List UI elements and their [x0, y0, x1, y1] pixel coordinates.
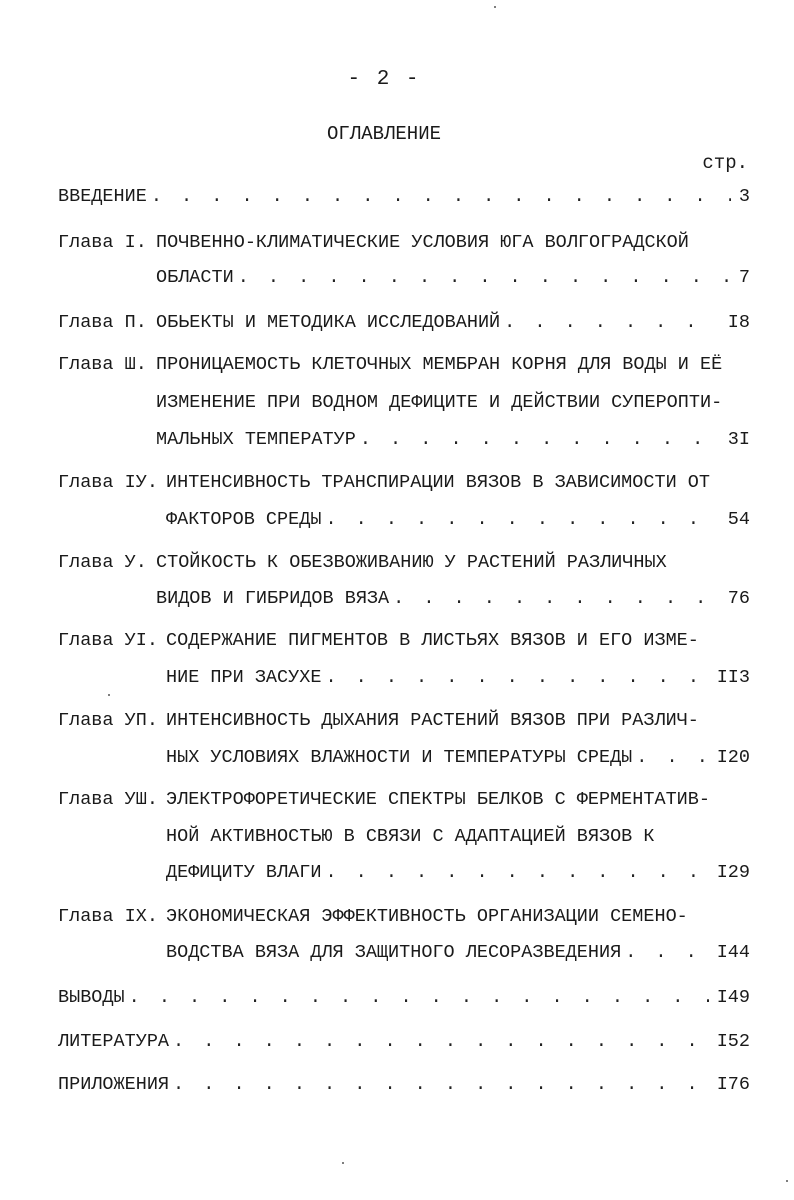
toc-entry-ch3-line2 [156, 390, 723, 416]
toc-entry-ch1-line1 [156, 230, 696, 256]
scan-speck [108, 694, 110, 696]
toc-entry-ch4-line2 [166, 507, 750, 533]
leader-dots [321, 860, 708, 886]
toc-title: НЫХ УСЛОВИЯХ ВЛАЖНОСТИ И ТЕМПЕРАТУРЫ СРЕДЫ [166, 747, 633, 768]
toc-title: МАЛЬНЫХ ТЕМПЕРАТУР [156, 429, 356, 450]
page-title: ОГЛАВЛЕНИЕ [326, 123, 442, 145]
toc-page: 3 [738, 186, 750, 207]
chapter-label: Глава П. [58, 312, 147, 333]
leader-dots [321, 507, 719, 533]
toc-entry-ch9-line1 [166, 904, 726, 930]
toc-page: I20 [716, 747, 750, 768]
toc-page: I8 [727, 312, 750, 333]
toc-entry-ch7-line2 [166, 745, 750, 771]
toc-title: ЭКОНОМИЧЕСКАЯ ЭФФЕКТИВНОСТЬ ОРГАНИЗАЦИИ СЕМЕНО- [166, 906, 688, 927]
toc-title: НОЙ АКТИВНОСТЬЮ В СВЯЗИ С АДАПТАЦИЕЙ ВЯЗОВ К [166, 826, 655, 847]
toc-page: I76 [716, 1074, 750, 1095]
toc-title: ПРИЛОЖЕНИЯ [58, 1074, 170, 1095]
leader-dots [169, 1072, 709, 1098]
toc-entry-ch2 [156, 310, 750, 336]
toc-page: I52 [716, 1031, 750, 1052]
toc-page: I44 [716, 942, 750, 963]
chapter-label: Глава IX. [58, 906, 158, 927]
toc-entry-conclusions [58, 985, 750, 1011]
toc-entry-ch7-line1 [166, 708, 726, 734]
toc-title: СОДЕРЖАНИЕ ПИГМЕНТОВ В ЛИСТЬЯХ ВЯЗОВ И ЕГО ИЗМЕ- [166, 630, 699, 651]
toc-entry-ch3-line3 [156, 427, 750, 453]
toc-entry-intro [58, 184, 750, 210]
toc-title: ПРОНИЦАЕМОСТЬ КЛЕТОЧНЫХ МЕМБРАН КОРНЯ ДЛЯ ВОДЫ И ЕЁ [156, 354, 723, 375]
scan-speck [786, 1180, 788, 1182]
leader-dots [234, 265, 731, 291]
toc-entry-ch9-line2 [166, 940, 750, 966]
toc-title: ЛИТЕРАТУРА [58, 1031, 170, 1052]
toc-title: ЭЛЕКТРОФОРЕТИЧЕСКИЕ СПЕКТРЫ БЕЛКОВ С ФЕРМЕНТАТИВ- [166, 789, 710, 810]
page-column-label: стр. [702, 152, 748, 174]
toc-title: ВЫВОДЫ [58, 987, 125, 1008]
toc-page: 54 [727, 509, 750, 530]
toc-title: ВОДСТВА ВЯЗА ДЛЯ ЗАЩИТНОГО ЛЕСОРАЗВЕДЕНИЯ [166, 942, 622, 963]
toc-entry-ch1-line2 [156, 265, 750, 291]
leader-dots [169, 1029, 709, 1055]
toc-title: ФАКТОРОВ СРЕДЫ [166, 509, 322, 530]
chapter-label: Глава УI. [58, 630, 158, 651]
chapter-label: Глава УП. [58, 710, 158, 731]
chapter-label: Глава IУ. [58, 472, 158, 493]
toc-page: 7 [738, 267, 750, 288]
leader-dots [147, 184, 731, 210]
toc-entry-literature [58, 1029, 750, 1055]
toc-entry-ch4-line1 [166, 470, 726, 496]
toc-title: ВВЕДЕНИЕ [58, 186, 147, 207]
toc-title: НИЕ ПРИ ЗАСУХЕ [166, 667, 322, 688]
toc-entry-ch3-line1 [156, 352, 723, 378]
leader-dots [621, 940, 709, 966]
toc-entry-appendices [58, 1072, 750, 1098]
leader-dots [500, 310, 720, 336]
leader-dots [389, 586, 720, 612]
toc-entry-ch5-line2 [156, 586, 750, 612]
toc-entry-ch8-line2 [166, 824, 726, 850]
scan-speck [494, 6, 496, 8]
toc-entry-ch6-line1 [166, 628, 726, 654]
toc-title: ВИДОВ И ГИБРИДОВ ВЯЗА [156, 588, 390, 609]
toc-title: ОБЬЕКТЫ И МЕТОДИКА ИССЛЕДОВАНИЙ [156, 312, 501, 333]
toc-title: ИНТЕНСИВНОСТЬ ТРАНСПИРАЦИИ ВЯЗОВ В ЗАВИСИМОСТИ ОТ [166, 472, 710, 493]
toc-title: ОБЛАСТИ [156, 267, 234, 288]
toc-title: ДЕФИЦИТУ ВЛАГИ [166, 862, 322, 883]
toc-entry-ch8-line1 [166, 787, 726, 813]
toc-page: 76 [727, 588, 750, 609]
toc-title: СТОЙКОСТЬ К ОБЕЗВОЖИВАНИЮ У РАСТЕНИЙ РАЗЛИЧНЫХ [156, 552, 667, 573]
chapter-label: Глава I. [58, 232, 147, 253]
toc-page: I49 [716, 987, 750, 1008]
toc-entry-ch6-line2 [166, 665, 750, 691]
toc-page: I29 [716, 862, 750, 883]
leader-dots [321, 665, 708, 691]
toc-page: II3 [716, 667, 750, 688]
toc-title: ИНТЕНСИВНОСТЬ ДЫХАНИЯ РАСТЕНИЙ ВЯЗОВ ПРИ РАЗЛИЧ- [166, 710, 699, 731]
leader-dots [632, 745, 708, 771]
toc-page: 3I [727, 429, 750, 450]
scan-speck [342, 1162, 344, 1164]
toc-title: ПОЧВЕННО-КЛИМАТИЧЕСКИЕ УСЛОВИЯ ЮГА ВОЛГОГРАДСКОЙ [156, 232, 689, 253]
toc-title: ИЗМЕНЕНИЕ ПРИ ВОДНОМ ДЕФИЦИТЕ И ДЕЙСТВИИ СУПЕРОПТИ- [156, 392, 723, 413]
toc-entry-ch5-line1 [156, 550, 716, 576]
chapter-label: Глава У. [58, 552, 147, 573]
leader-dots [356, 427, 720, 453]
toc-entry-ch8-line3 [166, 860, 750, 886]
chapter-label: Глава УШ. [58, 789, 158, 810]
page-number: - 2 - [347, 68, 421, 91]
leader-dots [125, 985, 709, 1011]
chapter-label: Глава Ш. [58, 354, 147, 375]
